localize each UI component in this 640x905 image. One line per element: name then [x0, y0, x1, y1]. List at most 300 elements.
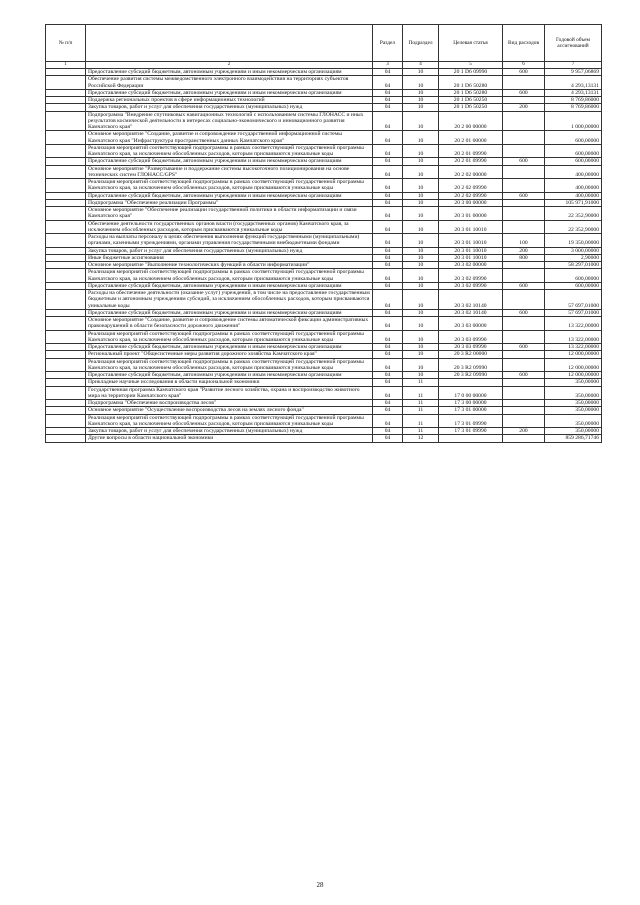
target-cell: 20 3 01 10010: [439, 220, 503, 234]
num-cell: [46, 435, 86, 442]
num-cell: [46, 89, 86, 96]
num-cell: [46, 428, 86, 435]
num-cell: [46, 234, 86, 248]
num-cell: [46, 351, 86, 358]
exptype-cell: [503, 290, 545, 310]
subsection-cell: 10: [403, 220, 439, 234]
section-cell: 04: [373, 76, 403, 90]
table-row: [46, 234, 602, 248]
num-cell: [46, 207, 86, 221]
target-cell: 20 1 D6 50280: [439, 89, 503, 96]
exptype-cell: [503, 414, 545, 428]
target-cell: 20 3 02 09990: [439, 282, 503, 289]
subsection-cell: 10: [403, 111, 439, 131]
subsection-cell: 11: [403, 379, 439, 386]
name-cell: Предоставление субсидий бюджетным, автономным учреждениям и иным некоммерческим организациям: [86, 282, 373, 289]
name-cell: Основное мероприятие "Выполнение технологических функций в области информатизации": [86, 262, 373, 269]
total-cell: 12 000,00000: [545, 372, 602, 379]
target-cell: [439, 435, 503, 442]
exptype-cell: [503, 131, 545, 145]
target-cell: 20 3 02 00000: [439, 262, 503, 269]
target-cell: 20 3 01 10010: [439, 247, 503, 254]
exptype-cell: [503, 269, 545, 283]
target-cell: 20 3 01 10010: [439, 234, 503, 248]
num-cell: [46, 358, 86, 372]
exptype-cell: [503, 330, 545, 344]
target-cell: 20 3 R2 00000: [439, 351, 503, 358]
table-row: [46, 269, 602, 283]
section-cell: 04: [373, 165, 403, 179]
total-cell: 105 971,91000: [545, 199, 602, 206]
exptype-cell: [503, 144, 545, 158]
section-cell: 04: [373, 234, 403, 248]
target-cell: 17 3 01 09990: [439, 428, 503, 435]
section-cell: 04: [373, 414, 403, 428]
name-cell: Предоставление субсидий бюджетным, автономным учреждениям и иным некоммерческим организациям: [86, 158, 373, 165]
column-number: 6: [503, 62, 545, 69]
table-row: [46, 76, 602, 90]
name-cell: Реализация мероприятий соответствующей подпрограммы в рамках соответствующей государственной программы Камчатского края, за исключением обособленных расходов, которым присваиваются уникальные коды: [86, 179, 373, 193]
name-cell: Иные бюджетные ассигнования: [86, 254, 373, 261]
subsection-cell: 10: [403, 179, 439, 193]
header-name: [86, 25, 373, 62]
column-number: 1: [46, 62, 86, 69]
total-cell: 19 350,00000: [545, 234, 602, 248]
name-cell: Подпрограмма "Обеспечение реализации Программы": [86, 199, 373, 206]
exptype-cell: 600: [503, 309, 545, 316]
num-cell: [46, 400, 86, 407]
subsection-cell: 10: [403, 330, 439, 344]
target-cell: 20 3 01 10010: [439, 254, 503, 261]
header-subsection: Подраздел: [403, 25, 439, 62]
total-cell: 12 000,00000: [545, 358, 602, 372]
subsection-cell: 10: [403, 165, 439, 179]
exptype-cell: [503, 358, 545, 372]
name-cell: Государственная программа Камчатского края "Развитие лесного хозяйства, охрана и воспроизводство животного мира на территории Камчатского края": [86, 386, 373, 400]
table-row: [46, 262, 602, 269]
name-cell: Предоставление субсидий бюджетным, автономным учреждениям и иным некоммерческим организациям: [86, 344, 373, 351]
name-cell: Основное мероприятие "Развертывание и поддержание системы высокоточного позиционирования на основе технических систем ГЛОНАСС/GPS": [86, 165, 373, 179]
name-cell: Предоставление субсидий бюджетным, автономным учреждениям и иным некоммерческим организациям: [86, 89, 373, 96]
subsection-cell: 10: [403, 247, 439, 254]
table-row: [46, 309, 602, 316]
name-cell: Реализация мероприятий соответствующей подпрограммы в рамках соответствующей государственной программы Камчатского края, за исключением обособленных расходов, которым присваиваются уникальные коды: [86, 144, 373, 158]
name-cell: Расходы на выплаты персоналу в целях обеспечения выполнения функций государственными (муниципальными) органами, казенными учреждениями, органами управления государственными внебюджетными фондами: [86, 234, 373, 248]
num-cell: [46, 131, 86, 145]
table-row: [46, 254, 602, 261]
total-cell: 57 697,01000: [545, 309, 602, 316]
target-cell: 20 2 02 09990: [439, 179, 503, 193]
name-cell: Реализация мероприятий соответствующей подпрограммы в рамках соответствующей государственной программы Камчатского края, за исключением обособленных расходов, которым присваиваются уникальные коды: [86, 358, 373, 372]
table-row: [46, 111, 602, 131]
total-cell: 400,00000: [545, 192, 602, 199]
exptype-cell: [503, 111, 545, 131]
subsection-cell: 10: [403, 254, 439, 261]
name-cell: Обеспечение деятельности государственных органов власти (государственных органов) Камчатского края, за исключением обособленных расходов, которым присваиваются уникальные коды: [86, 220, 373, 234]
name-cell: Другие вопросы в области национальной экономики: [86, 435, 373, 442]
subsection-cell: 10: [403, 234, 439, 248]
subsection-cell: 10: [403, 192, 439, 199]
subsection-cell: 10: [403, 290, 439, 310]
subsection-cell: 10: [403, 351, 439, 358]
num-cell: [46, 104, 86, 111]
table-row: [46, 407, 602, 414]
name-cell: Основное мероприятие "Создание, развитие и сопровождение государственной информационной системы Камчатского края "Инфраструктура пространственных данных Камчатского края": [86, 131, 373, 145]
name-cell: Реализация мероприятий соответствующей подпрограммы в рамках соответствующей государственной программы Камчатского края, за исключением обособленных расходов, которым присваиваются уникальные коды: [86, 330, 373, 344]
column-number: 7: [545, 62, 602, 69]
exptype-cell: 600: [503, 372, 545, 379]
name-cell: Предоставление субсидий бюджетным, автономным учреждениям и иным некоммерческим организациям: [86, 69, 373, 76]
target-cell: 20 2 01 00000: [439, 131, 503, 145]
subsection-cell: 10: [403, 207, 439, 221]
section-cell: 04: [373, 330, 403, 344]
total-cell: 4 293,13131: [545, 76, 602, 90]
table-row: [46, 104, 602, 111]
total-cell: 600,00000: [545, 158, 602, 165]
num-cell: [46, 192, 86, 199]
page-number: 28: [316, 881, 324, 889]
subsection-cell: 10: [403, 144, 439, 158]
section-cell: 04: [373, 254, 403, 261]
num-cell: [46, 254, 86, 261]
name-cell: Подпрограмма "Внедрение спутниковых навигационных технологий с использованием системы ГЛОНАСС и иных результатов космической деятельности в интересах социально-экономического и инновационного развития Камчатского края": [86, 111, 373, 131]
table-row: [46, 400, 602, 407]
target-cell: 20 2 00 00000: [439, 111, 503, 131]
target-cell: 20 3 02 09990: [439, 269, 503, 283]
target-cell: 20 2 01 09990: [439, 158, 503, 165]
column-number: 2: [86, 62, 373, 69]
name-cell: Предоставление субсидий бюджетным, автономным учреждениям и иным некоммерческим организациям: [86, 192, 373, 199]
exptype-cell: [503, 220, 545, 234]
section-cell: 04: [373, 344, 403, 351]
section-cell: 04: [373, 358, 403, 372]
total-cell: 600,00000: [545, 131, 602, 145]
section-cell: 04: [373, 290, 403, 310]
total-cell: 350,00000: [545, 414, 602, 428]
num-cell: [46, 344, 86, 351]
table-row: [46, 317, 602, 331]
table-row: [46, 435, 602, 442]
section-cell: 04: [373, 144, 403, 158]
subsection-cell: 11: [403, 414, 439, 428]
section-cell: 04: [373, 158, 403, 165]
table-row: [46, 89, 602, 96]
total-cell: 9 957,06869: [545, 69, 602, 76]
exptype-cell: [503, 351, 545, 358]
table-row: [46, 144, 602, 158]
table-row: [46, 192, 602, 199]
section-cell: 04: [373, 269, 403, 283]
table-row: [46, 158, 602, 165]
section-cell: 04: [373, 400, 403, 407]
exptype-cell: 100: [503, 234, 545, 248]
num-cell: [46, 247, 86, 254]
num-cell: [46, 262, 86, 269]
exptype-cell: [503, 97, 545, 104]
total-cell: 13 322,00000: [545, 330, 602, 344]
name-cell: Предоставление субсидий бюджетным, автономным учреждениям и иным некоммерческим организациям: [86, 309, 373, 316]
target-cell: 20 1 D6 50280: [439, 76, 503, 90]
table-row: [46, 220, 602, 234]
total-cell: 12 000,00000: [545, 351, 602, 358]
exptype-cell: 200: [503, 104, 545, 111]
num-cell: [46, 379, 86, 386]
section-cell: 04: [373, 317, 403, 331]
total-cell: 350,00000: [545, 428, 602, 435]
exptype-cell: 600: [503, 192, 545, 199]
total-cell: 13 322,00000: [545, 344, 602, 351]
section-cell: 04: [373, 372, 403, 379]
total-cell: 400,00000: [545, 179, 602, 193]
name-cell: Закупка товаров, работ и услуг для обеспечения государственных (муниципальных) нужд: [86, 428, 373, 435]
table-row: [46, 282, 602, 289]
total-cell: 57 697,01000: [545, 290, 602, 310]
target-cell: 20 3 02 10140: [439, 290, 503, 310]
subsection-cell: 11: [403, 428, 439, 435]
table-body: [46, 69, 602, 443]
table-row: [46, 165, 602, 179]
num-cell: [46, 414, 86, 428]
subsection-cell: 11: [403, 400, 439, 407]
target-cell: 20 3 02 10140: [439, 309, 503, 316]
subsection-cell: 10: [403, 344, 439, 351]
subsection-cell: 11: [403, 386, 439, 400]
total-cell: 350,00000: [545, 379, 602, 386]
name-cell: Расходы на обеспечение деятельности (оказание услуг) учреждений, в том числе на предоставление государственным бюджетным и автономным учреждениям субсидий, за исключением обособленных расходов, которым присваиваются уникальные коды: [86, 290, 373, 310]
subsection-cell: 10: [403, 104, 439, 111]
name-cell: Реализация мероприятий соответствующей подпрограммы в рамках соответствующей государственной программы Камчатского края, за исключением обособленных расходов, которым присваиваются уникальные коды: [86, 414, 373, 428]
exptype-cell: [503, 379, 545, 386]
table-row: [46, 428, 602, 435]
total-cell: 8 769,86000: [545, 104, 602, 111]
num-cell: [46, 386, 86, 400]
target-cell: [439, 379, 503, 386]
num-cell: [46, 158, 86, 165]
total-cell: 22 352,90000: [545, 220, 602, 234]
num-cell: [46, 97, 86, 104]
budget-table: [45, 24, 602, 443]
section-cell: 04: [373, 111, 403, 131]
target-cell: 20 1 D6 50250: [439, 104, 503, 111]
total-cell: 350,00000: [545, 400, 602, 407]
section-cell: 04: [373, 131, 403, 145]
subsection-cell: 10: [403, 269, 439, 283]
target-cell: 17 0 00 00000: [439, 386, 503, 400]
target-cell: 20 3 00 00000: [439, 199, 503, 206]
table-row: [46, 290, 602, 310]
exptype-cell: 200: [503, 428, 545, 435]
section-cell: 04: [373, 192, 403, 199]
name-cell: Основное мероприятие "Создание, развитие и сопровождение системы автоматической фиксации административных правонарушений в области безопасности дорожного движения": [86, 317, 373, 331]
total-cell: 400,00000: [545, 165, 602, 179]
column-number: 3: [373, 62, 403, 69]
exptype-cell: [503, 386, 545, 400]
section-cell: 04: [373, 89, 403, 96]
subsection-cell: 10: [403, 372, 439, 379]
subsection-cell: 10: [403, 262, 439, 269]
num-cell: [46, 111, 86, 131]
table-row: [46, 358, 602, 372]
num-cell: [46, 179, 86, 193]
header-exptype: Вид расходов: [503, 25, 545, 62]
header-target: Целевая статья: [439, 25, 503, 62]
exptype-cell: [503, 76, 545, 90]
exptype-cell: 600: [503, 344, 545, 351]
total-cell: 600,00000: [545, 282, 602, 289]
name-cell: Основное мероприятие "Обеспечение реализации государственной политики в области информатизации и связи Камчатского края": [86, 207, 373, 221]
target-cell: 20 2 02 00000: [439, 165, 503, 179]
table-row: [46, 372, 602, 379]
table-row: [46, 97, 602, 104]
subsection-cell: 10: [403, 76, 439, 90]
header-num: № п/п: [46, 25, 86, 62]
target-cell: 20 3 03 00000: [439, 317, 503, 331]
exptype-cell: [503, 407, 545, 414]
target-cell: 20 3 01 00000: [439, 207, 503, 221]
subsection-cell: 10: [403, 282, 439, 289]
name-cell: Обеспечение развития системы межведомственного электронного взаимодействия на территориях субъектов Российской Федерации: [86, 76, 373, 90]
total-cell: 58 297,01000: [545, 262, 602, 269]
name-cell: Региональный проект "Общесистемные меры развития дорожного хозяйства Камчатского края": [86, 351, 373, 358]
num-cell: [46, 407, 86, 414]
name-cell: Подпрограмма "Обеспечение воспроизводства лесов": [86, 400, 373, 407]
section-cell: 04: [373, 282, 403, 289]
subsection-cell: 10: [403, 199, 439, 206]
total-cell: 3 000,00000: [545, 247, 602, 254]
exptype-cell: 600: [503, 158, 545, 165]
section-cell: 04: [373, 386, 403, 400]
total-cell: 13 322,00000: [545, 317, 602, 331]
num-cell: [46, 317, 86, 331]
section-cell: 04: [373, 97, 403, 104]
target-cell: 17 3 01 00000: [439, 407, 503, 414]
exptype-cell: [503, 179, 545, 193]
subsection-cell: 10: [403, 158, 439, 165]
name-cell: Прикладные научные исследования в области национальной экономики: [86, 379, 373, 386]
section-cell: 04: [373, 262, 403, 269]
target-cell: 17 3 00 00000: [439, 400, 503, 407]
target-cell: 20 3 R2 09990: [439, 358, 503, 372]
section-cell: 04: [373, 379, 403, 386]
target-cell: 20 1 D6 09990: [439, 69, 503, 76]
target-cell: 20 3 03 09990: [439, 344, 503, 351]
section-cell: 04: [373, 179, 403, 193]
num-cell: [46, 76, 86, 90]
exptype-cell: 800: [503, 254, 545, 261]
section-cell: 04: [373, 207, 403, 221]
num-cell: [46, 282, 86, 289]
table-row: [46, 414, 602, 428]
target-cell: 20 2 02 09990: [439, 192, 503, 199]
name-cell: Закупка товаров, работ и услуг для обеспечения государственных (муниципальных) нужд: [86, 104, 373, 111]
section-cell: 04: [373, 247, 403, 254]
exptype-cell: 600: [503, 282, 545, 289]
table-row: [46, 247, 602, 254]
total-cell: 600,00000: [545, 144, 602, 158]
section-cell: 04: [373, 407, 403, 414]
column-number: 5: [439, 62, 503, 69]
table-row: [46, 344, 602, 351]
num-cell: [46, 144, 86, 158]
table-row: [46, 179, 602, 193]
table-row: [46, 330, 602, 344]
exptype-cell: [503, 400, 545, 407]
total-cell: 2,90000: [545, 254, 602, 261]
table-row: [46, 69, 602, 76]
total-cell: 859 286,71746: [545, 435, 602, 442]
num-cell: [46, 290, 86, 310]
total-cell: 1 000,00000: [545, 111, 602, 131]
subsection-cell: 10: [403, 89, 439, 96]
total-cell: 350,00000: [545, 386, 602, 400]
name-cell: Закупка товаров, работ и услуг для обеспечения государственных (муниципальных) нужд: [86, 247, 373, 254]
num-cell: [46, 372, 86, 379]
section-cell: 04: [373, 199, 403, 206]
num-cell: [46, 220, 86, 234]
subsection-cell: 10: [403, 131, 439, 145]
subsection-cell: 10: [403, 358, 439, 372]
target-cell: 20 3 R2 09990: [439, 372, 503, 379]
num-cell: [46, 199, 86, 206]
section-cell: 04: [373, 309, 403, 316]
name-cell: Основное мероприятие "Осуществление воспроизводства лесов на землях лесного фонда": [86, 407, 373, 414]
exptype-cell: 200: [503, 247, 545, 254]
exptype-cell: [503, 207, 545, 221]
target-cell: 20 1 D6 50250: [439, 97, 503, 104]
num-cell: [46, 69, 86, 76]
exptype-cell: [503, 435, 545, 442]
header-section: Раздел: [373, 25, 403, 62]
total-cell: 350,00000: [545, 407, 602, 414]
name-cell: Предоставление субсидий бюджетным, автономным учреждениям и иным некоммерческим организациям: [86, 372, 373, 379]
section-cell: 04: [373, 428, 403, 435]
subsection-cell: 10: [403, 317, 439, 331]
target-cell: 17 3 01 09990: [439, 414, 503, 428]
target-cell: 20 3 03 09990: [439, 330, 503, 344]
exptype-cell: [503, 165, 545, 179]
subsection-cell: 10: [403, 309, 439, 316]
column-number-row: [46, 62, 602, 69]
subsection-cell: 11: [403, 407, 439, 414]
exptype-cell: [503, 262, 545, 269]
exptype-cell: 600: [503, 69, 545, 76]
table-row: [46, 379, 602, 386]
total-cell: 22 352,90000: [545, 207, 602, 221]
section-cell: 04: [373, 220, 403, 234]
total-cell: 600,00000: [545, 269, 602, 283]
exptype-cell: 600: [503, 89, 545, 96]
table-row: [46, 131, 602, 145]
total-cell: 8 769,86000: [545, 97, 602, 104]
table-row: [46, 199, 602, 206]
num-cell: [46, 330, 86, 344]
subsection-cell: 10: [403, 69, 439, 76]
section-cell: 04: [373, 435, 403, 442]
target-cell: 20 2 01 09990: [439, 144, 503, 158]
table-row: [46, 351, 602, 358]
exptype-cell: [503, 317, 545, 331]
exptype-cell: [503, 199, 545, 206]
name-cell: Реализация мероприятий соответствующей подпрограммы в рамках соответствующей государственной программы Камчатского края, за исключением обособленных расходов, которым присваиваются уникальные коды: [86, 269, 373, 283]
column-number: 4: [403, 62, 439, 69]
subsection-cell: 12: [403, 435, 439, 442]
subsection-cell: 10: [403, 97, 439, 104]
num-cell: [46, 165, 86, 179]
name-cell: Поддержка региональных проектов в сфере информационных технологий: [86, 97, 373, 104]
header-total: Годовой объем ассигнований: [545, 25, 602, 62]
section-cell: 04: [373, 104, 403, 111]
num-cell: [46, 309, 86, 316]
